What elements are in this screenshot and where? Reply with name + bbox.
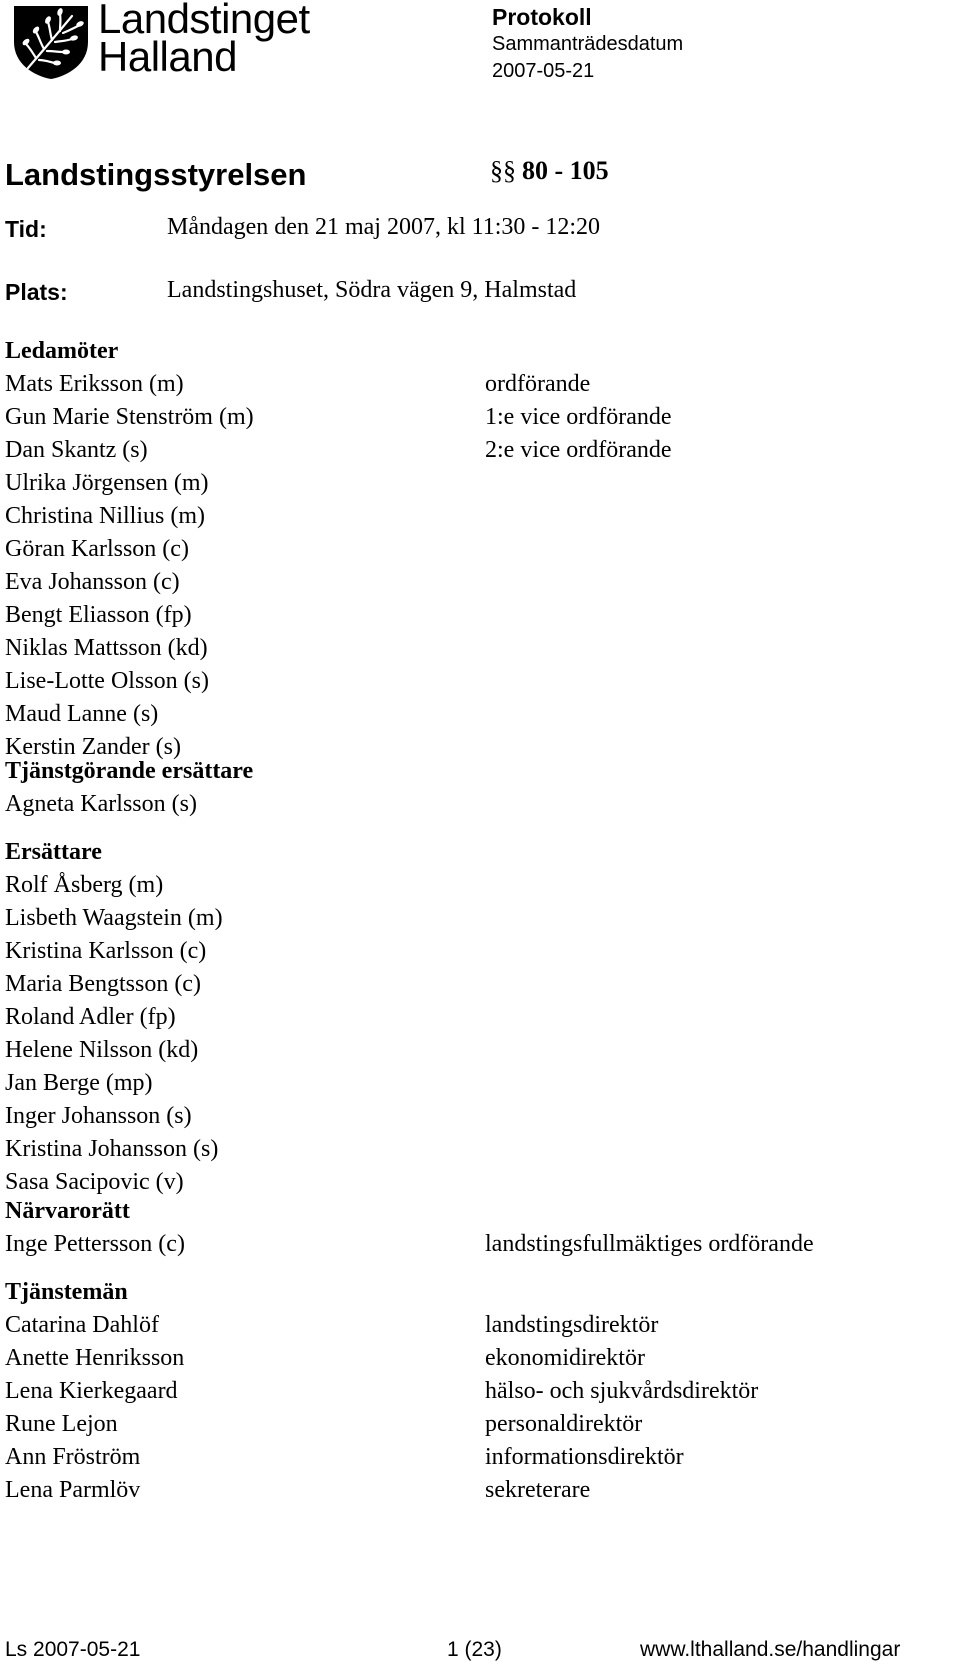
plats-label: Plats:: [5, 279, 68, 305]
section-heading: Närvarorätt: [5, 1198, 130, 1224]
list-item: [5, 935, 905, 968]
member-role: ordförande: [485, 371, 591, 397]
member-role: sekreterare: [485, 1477, 591, 1503]
member-name: Maud Lanne (s): [5, 701, 159, 727]
member-role: landstingsdirektör: [485, 1312, 659, 1338]
member-name: Bengt Eliasson (fp): [5, 602, 192, 628]
member-name: Ann Fröström: [5, 1444, 141, 1470]
list-item: [5, 1100, 905, 1133]
paragraph-range: [490, 156, 609, 186]
list-item: [5, 368, 905, 401]
member-name: Christina Nillius (m): [5, 503, 205, 529]
member-name: Kristina Karlsson (c): [5, 938, 207, 964]
list-item: [5, 1309, 905, 1342]
doc-type: Protokoll: [492, 4, 592, 30]
member-name: Roland Adler (fp): [5, 1004, 176, 1030]
member-name: Catarina Dahlöf: [5, 1312, 159, 1338]
meeting-date-label: Sammanträdesdatum: [492, 33, 684, 55]
list-item: [5, 788, 905, 821]
member-name: Sasa Sacipovic (v): [5, 1169, 184, 1195]
member-role: 2:e vice ordförande: [485, 437, 672, 463]
member-name: Gun Marie Stenström (m): [5, 404, 254, 430]
ledamoter-section: [5, 335, 905, 764]
member-name: Kristina Johansson (s): [5, 1136, 219, 1162]
protocol-header: [492, 4, 683, 85]
member-name: Eva Johansson (c): [5, 569, 180, 595]
member-role: hälso- och sjukvårdsdirektör: [485, 1378, 759, 1404]
member-name: Niklas Mattsson (kd): [5, 635, 208, 661]
list-item: [5, 1133, 905, 1166]
list-item: [5, 401, 905, 434]
landstinget-halland-emblem-icon: [10, 2, 92, 80]
plats-value: Landstingshuset, Södra vägen 9, Halmstad: [167, 277, 577, 303]
paragraph-symbol: §§: [490, 156, 516, 185]
list-item: [5, 1441, 905, 1474]
list-item: [5, 599, 905, 632]
footer-link[interactable]: www.lthalland.se/handlingar: [640, 1638, 901, 1661]
member-role: ekonomidirektör: [485, 1345, 645, 1371]
list-item: [5, 1375, 905, 1408]
section-heading: Ledamöter: [5, 338, 119, 364]
list-item: [5, 500, 905, 533]
member-name: Lena Kierkegaard: [5, 1378, 178, 1404]
list-item: [5, 1474, 905, 1507]
member-role: informationsdirektör: [485, 1444, 684, 1470]
tjansteman-section: [5, 1276, 905, 1507]
tid-value: Måndagen den 21 maj 2007, kl 11:30 - 12:20: [167, 214, 601, 240]
member-role: landstingsfullmäktiges ordförande: [485, 1231, 814, 1257]
footer-page-number: 1 (23): [447, 1638, 502, 1661]
list-item: [5, 698, 905, 731]
member-name: Jan Berge (mp): [5, 1070, 153, 1096]
member-name: Agneta Karlsson (s): [5, 791, 197, 817]
list-item: [5, 968, 905, 1001]
list-item: [5, 1034, 905, 1067]
section-heading: Ersättare: [5, 839, 102, 865]
member-name: Maria Bengtsson (c): [5, 971, 201, 997]
member-name: Rune Lejon: [5, 1411, 118, 1437]
member-name: Lise-Lotte Olsson (s): [5, 668, 209, 694]
section-heading: Tjänstemän: [5, 1279, 128, 1305]
member-name: Dan Skantz (s): [5, 437, 148, 463]
logo-wordmark: [98, 0, 310, 80]
list-item: [5, 1408, 905, 1441]
member-name: Göran Karlsson (c): [5, 536, 189, 562]
member-name: Kerstin Zander (s): [5, 734, 181, 760]
list-item: [5, 1001, 905, 1034]
member-role: 1:e vice ordförande: [485, 404, 672, 430]
list-item: [5, 1067, 905, 1100]
member-name: Anette Henriksson: [5, 1345, 185, 1371]
member-name: Lisbeth Waagstein (m): [5, 905, 223, 931]
footer-left: Ls 2007-05-21: [5, 1638, 141, 1661]
list-item: [5, 1342, 905, 1375]
member-name: Rolf Åsberg (m): [5, 872, 164, 898]
paragraph-range-value: 80 - 105: [522, 156, 609, 185]
list-item: [5, 467, 905, 500]
narvaroratt-section: [5, 1195, 905, 1261]
list-item: [5, 1228, 905, 1261]
logo-line-2: Halland: [98, 33, 237, 80]
member-name: Inge Pettersson (c): [5, 1231, 185, 1257]
member-name: Helene Nilsson (kd): [5, 1037, 199, 1063]
member-name: Ulrika Jörgensen (m): [5, 470, 209, 496]
member-name: Mats Eriksson (m): [5, 371, 184, 397]
ersattare-section: [5, 836, 905, 1199]
tjanstgorande-section: [5, 755, 905, 821]
list-item: [5, 665, 905, 698]
list-item: [5, 434, 905, 467]
list-item: [5, 533, 905, 566]
member-role: personaldirektör: [485, 1411, 643, 1437]
list-item: [5, 566, 905, 599]
list-item: [5, 632, 905, 665]
member-name: Inger Johansson (s): [5, 1103, 192, 1129]
section-heading: Tjänstgörande ersättare: [5, 758, 254, 784]
member-name: Lena Parmlöv: [5, 1477, 141, 1503]
page-title: Landstingsstyrelsen: [5, 157, 307, 192]
logo-line-1: Landstinget: [98, 0, 310, 42]
list-item: [5, 869, 905, 902]
meeting-date: 2007-05-21: [492, 60, 595, 82]
list-item: [5, 902, 905, 935]
tid-label: Tid:: [5, 216, 47, 242]
